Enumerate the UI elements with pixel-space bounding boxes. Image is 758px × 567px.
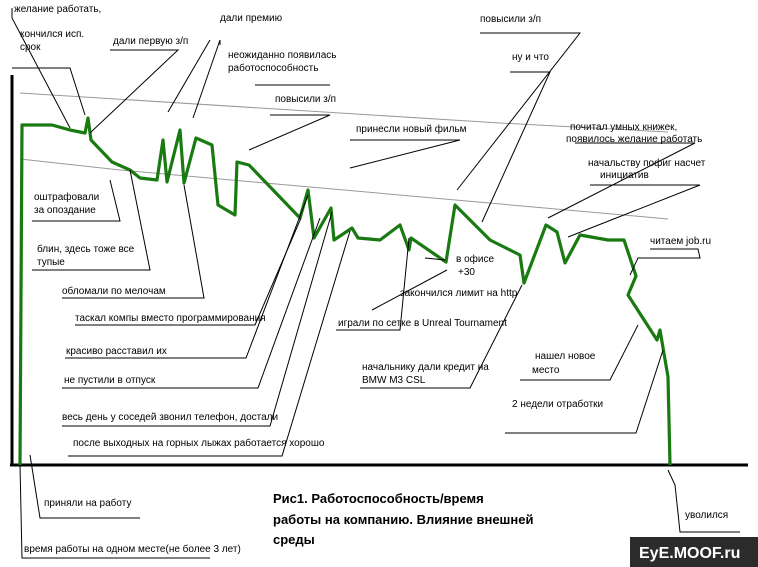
label-probation-ended-2: срок: [20, 42, 41, 53]
label-bonus: дали премию: [220, 13, 283, 24]
label-probation-ended: кончился исп.: [20, 29, 85, 40]
label-reading-jobs: читаем job.ru: [650, 236, 712, 247]
label-petty-letdowns: обломали по мелочам: [62, 286, 166, 297]
label-fired: уволился: [685, 510, 729, 521]
label-found-new-place-2: место: [532, 365, 560, 376]
label-first-salary: дали первую з/п: [113, 36, 189, 47]
label-boss-credit: начальнику дали кредит на: [362, 362, 489, 373]
x-axis-label: время работы на одном месте(не более 3 лет): [24, 544, 241, 555]
label-sudden-capacity-2: работоспособность: [228, 63, 319, 74]
label-fined: оштрафовали: [34, 192, 100, 203]
label-two-weeks-notice: 2 недели отработки: [512, 399, 604, 410]
label-unreal-tournament: играли по сетке в Unreal Tournament: [338, 318, 507, 329]
label-smart-books: почитал умных книжек,: [570, 122, 678, 133]
label-so-what: ну и что: [512, 52, 549, 63]
label-sudden-capacity: неожиданно появилась: [228, 50, 337, 61]
label-fined-2: за опоздание: [34, 205, 96, 216]
label-office-temp-2: +30: [458, 267, 475, 278]
label-hired: приняли на работу: [44, 498, 132, 509]
label-boss-credit-2: BMW M3 CSL: [362, 375, 426, 386]
label-office-temp: в офисе: [456, 254, 495, 265]
label-management-indifferent-2: инициатив: [600, 170, 649, 181]
label-desire-to-work: желание работать,: [14, 4, 102, 15]
caption-line-2: работы на компанию. Влияние внешней: [273, 512, 534, 527]
label-all-stupid: блин, здесь тоже все: [37, 244, 135, 255]
label-new-movie: принесли новый фильм: [356, 124, 467, 135]
label-carried-computers: таскал компы вместо программирования: [75, 313, 266, 324]
label-found-new-place: нашел новое: [535, 351, 596, 362]
label-raise-1: повысили з/п: [275, 94, 337, 105]
caption-line-3: среды: [273, 532, 315, 547]
label-phone-ringing: весь день у соседей звонил телефон, достали: [62, 412, 279, 423]
label-management-indifferent: начальству пофиг насчет: [588, 158, 706, 169]
caption-line-1: Рис1. Работоспособность/время: [273, 491, 484, 506]
watermark-text: EyE.MOOF.ru: [639, 545, 741, 562]
label-raise-2: повысили з/п: [480, 14, 542, 25]
label-no-vacation: не пустили в отпуск: [64, 375, 156, 386]
label-arranged-nicely: красиво расставил их: [66, 346, 167, 357]
label-smart-books-2: появилось желание работать: [566, 134, 703, 145]
label-after-skiing: после выходных на горных лыжах работается хорошо: [73, 438, 325, 449]
label-all-stupid-2: тупые: [37, 257, 65, 268]
label-http-limit: закончился лимит на http: [400, 288, 518, 299]
